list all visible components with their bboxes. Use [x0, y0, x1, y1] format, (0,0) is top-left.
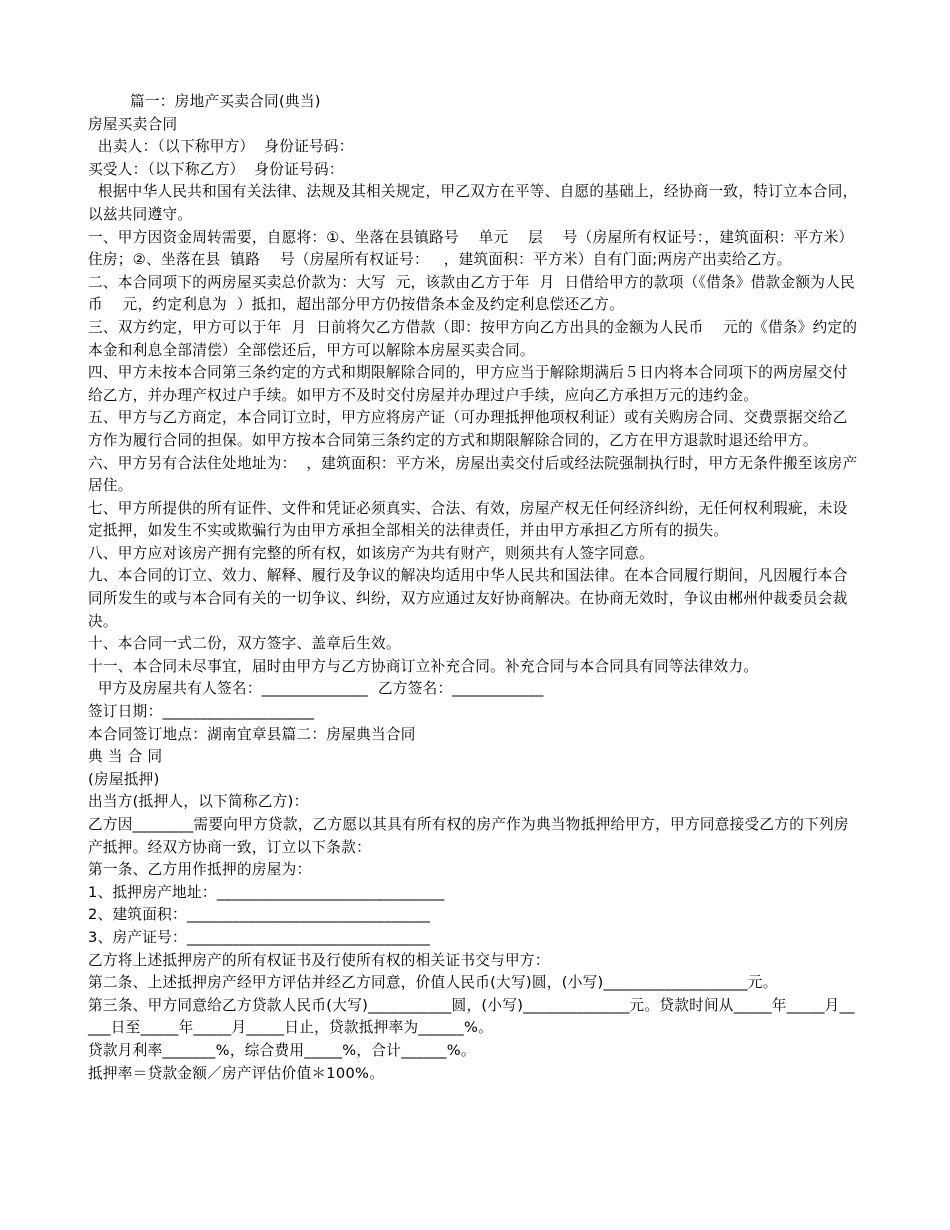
pawn-article-3: 第三条、甲方同意给乙方贷款人民币(大写)___________圆，(小写)______________元。贷款时间从_____年_____月_____日至_____年_____月_____日止，贷款抵押率为______%。	[88, 996, 855, 1037]
pawn-article-1: 第一条、乙方用作抵押的房屋为：	[88, 861, 312, 879]
pawn-preamble-paragraph: 乙方因________需要向甲方贷款，乙方愿以其具有所有权的房产作为典当物抵押给甲方，甲方同意接受乙方的下列房产抵押。经双方协商一致，订立以下条款：	[88, 816, 849, 856]
pawn-contract-heading: 典 当 合 同	[88, 748, 163, 766]
clause-10: 十、本合同一式二份，双方签字、盖章后生效。	[88, 635, 401, 653]
contract-document	[88, 91, 860, 1085]
contract-heading: 房屋买卖合同	[88, 115, 178, 133]
signing-location-line: 本合同签订地点：湖南宜章县篇二：房屋典当合同	[88, 725, 416, 743]
signature-line: 甲方及房屋共有人签名：______________ 乙方签名：____________	[88, 680, 544, 698]
clause-7: 七、甲方所提供的所有证件、文件和凭证必须真实、合法、有效，房屋产权无任何经济纠纷，无任何权利瑕疵，未设定抵押，如发生不实或欺骗行为由甲方承担全部相关的法律责任，并由甲方承担乙方所有的损失。	[88, 499, 848, 540]
preamble-paragraph: 根据中华人民共和国有关法律、法规及其相关规定，甲乙双方在平等、自愿的基础上，经协商一致，特订立本合同，以兹共同遵守。	[88, 183, 858, 223]
section-title: 篇一：房地产买卖合同(典当)	[130, 93, 321, 110]
pawn-contract-subheading: (房屋抵押)	[88, 770, 160, 788]
clause-1: 一、甲方因资金周转需要，自愿将：①、坐落在县镇路号 单元 层 号（房屋所有权证号：，建筑面积：平方米）住房；②、坐落在县 镇路 号（房屋所有权证号： ，建筑面积：平方米）自有门面;两房产出卖给乙方。	[88, 228, 854, 269]
clause-2: 二、本合同项下的两房屋买卖总价款为：大写 元，该款由乙方于年 月 日借给甲方的款项（《借条》借款金额为人民币 元，约定利息为 ）抵扣，超出部分甲方仍按借条本金及约定利息偿还乙方。	[88, 273, 856, 314]
clause-5: 五、甲方与乙方商定，本合同订立时，甲方应将房产证（可办理抵押他项权利证）或有关购房合同、交费票据交给乙方作为履行合同的担保。如甲方按本合同第三条约定的方式和期限解除合同的，乙方在甲方退款时退还给甲方。	[88, 409, 848, 449]
clause-4: 四、甲方未按本合同第三条约定的方式和期限解除合同的，甲方应当于解除期满后５日内将本合同项下的两房屋交付给乙方，并办理产权过户手续。如甲方不及时交付房屋并办理过户手续，应向乙方承担万元的违约金。	[88, 364, 848, 404]
seller-line: 出卖人：（以下称甲方） 身份证号码：	[88, 138, 354, 156]
pawn-article-2: 第二条、上述抵押房产经甲方评估并经乙方同意，价值人民币(大写)圆，(小写)___________________元。	[88, 974, 778, 992]
property-address-line: 1、抵押房产地址：______________________________	[88, 883, 445, 901]
interest-rate-line: 贷款月利率_______%，综合费用_____%，合计______%。	[88, 1041, 476, 1059]
building-area-line: 2、建筑面积：________________________________	[88, 906, 431, 924]
property-cert-line: 3、房产证号：________________________________	[88, 928, 431, 946]
certificate-handover-line: 乙方将上述抵押房产的所有权证书及行使所有权的相关证书交与甲方：	[88, 951, 550, 969]
clause-6: 六、甲方另有合法住处地址为： ，建筑面积：平方米，房屋出卖交付后或经法院强制执行时，甲方无条件搬至该房产居住。	[88, 454, 858, 495]
clause-3: 三、双方约定，甲方可以于年 月 日前将欠乙方借款（即：按甲方向乙方出具的金额为人民币 元的《借条》约定的本金和利息全部清偿）全部偿还后，甲方可以解除本房屋买卖合同。	[88, 318, 858, 359]
buyer-line: 买受人：（以下称乙方） 身份证号码：	[88, 160, 344, 178]
clause-8: 八、甲方应对该房产拥有完整的所有权，如该房产为共有财产，则须共有人签字同意。	[88, 544, 654, 562]
pledgor-line: 出当方(抵押人，以下简称乙方)：	[88, 793, 309, 811]
clause-9: 九、本合同的订立、效力、解释、履行及争议的解决均适用中华人民共和国法律。在本合同履行期间，凡因履行本合同所发生的或与本合同有关的一切争议、纠纷，双方应通过友好协商解决。在协商无效时，争议由郴州仲裁委员会裁决。	[88, 567, 848, 630]
clause-11: 十一、本合同未尽事宜，届时由甲方与乙方协商订立补充合同。补充合同与本合同具有同等法律效力。	[88, 657, 759, 675]
signing-date-line: 签订日期：____________________	[88, 703, 315, 721]
mortgage-rate-formula: 抵押率＝贷款金额／房产评估价值＊100%。	[88, 1064, 385, 1082]
